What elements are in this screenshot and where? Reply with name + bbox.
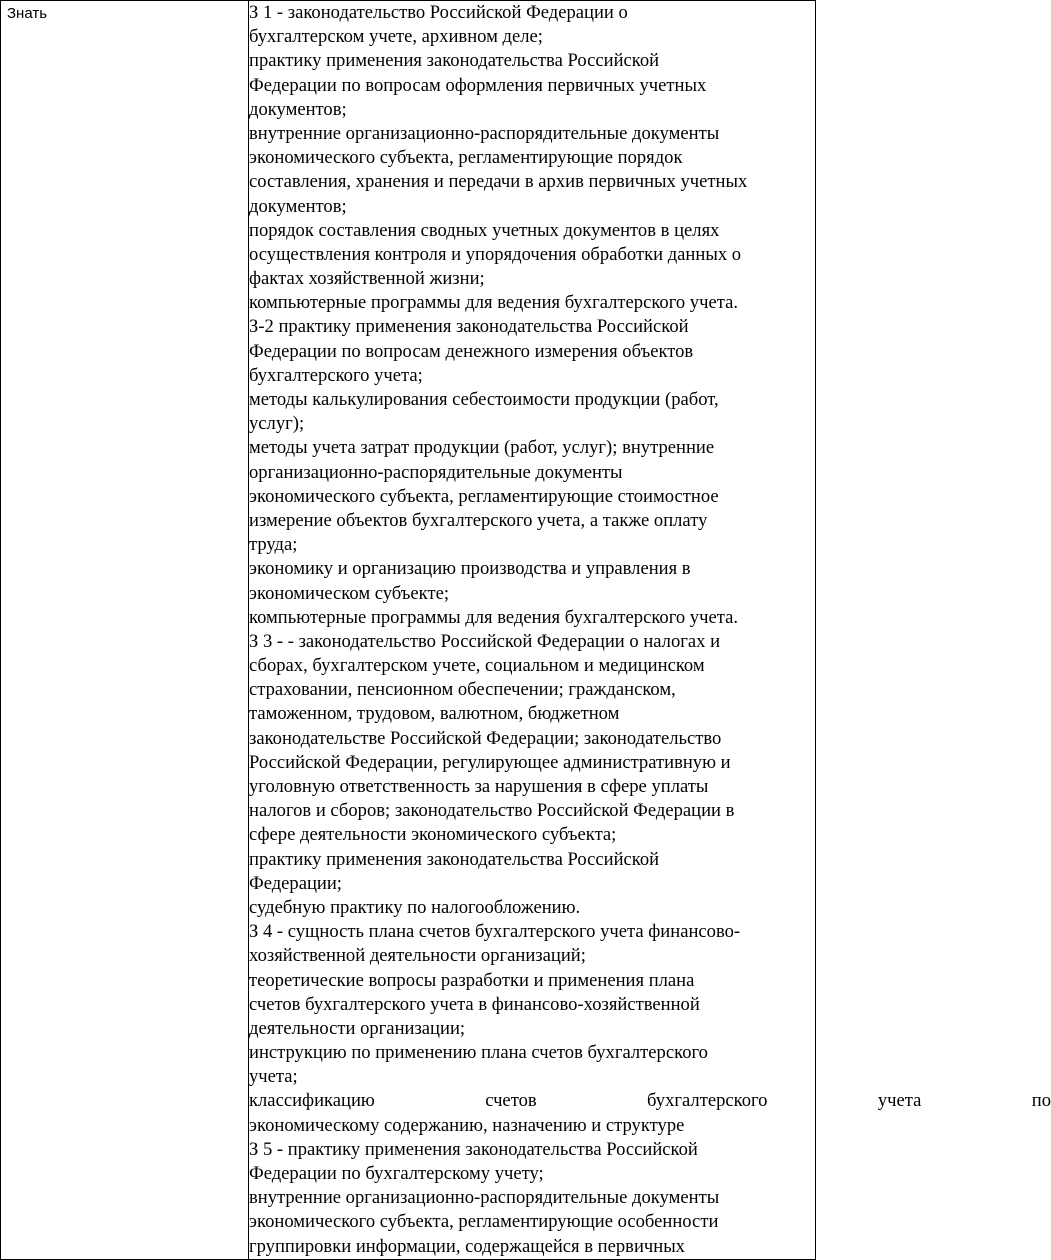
- content-line: составления, хранения и передачи в архив первичных учетных: [249, 171, 748, 193]
- row-label: Знать: [7, 5, 48, 22]
- content-line: труда;: [249, 534, 298, 556]
- content-text: [249, 1, 1051, 1259]
- content-line: методы калькулирования себестоимости продукции (работ,: [249, 389, 719, 410]
- content-line: компьютерные программы для ведения бухгалтерского учета.: [249, 292, 738, 314]
- content-line: Федерации;: [249, 872, 342, 894]
- content-word: по: [1031, 1090, 1051, 1112]
- table-row: [1, 1, 816, 1260]
- content-word: счетов: [485, 1090, 537, 1112]
- content-line: осуществления контроля и упорядочения обработки данных о: [249, 243, 742, 265]
- content-line: страховании, пенсионном обеспечении; гражданском,: [249, 679, 676, 701]
- content-line: [249, 1089, 1051, 1113]
- content-line: экономику и организацию производства и управления в: [249, 558, 691, 580]
- content-line: сфере деятельности экономического субъекта;: [249, 824, 617, 846]
- content-line: экономического субъекта, регламентирующие особенности: [249, 1211, 719, 1233]
- content-line: налогов и сборов; законодательство Российской Федерации в: [249, 800, 735, 822]
- content-line: З 5 - практику применения законодательства Российской: [249, 1138, 698, 1160]
- content-line: сборах, бухгалтерском учете, социальном и медицинском: [249, 655, 705, 677]
- content-line: З-2 практику применения законодательства Российской: [249, 316, 689, 338]
- content-line: Федерации по вопросам оформления первичных учетных: [249, 74, 707, 96]
- content-line: судебную практику по налогообложению.: [249, 896, 581, 918]
- content-line: экономическом субъекте;: [249, 582, 449, 604]
- content-line: З 1 - законодательство Российской Федерации о: [249, 2, 628, 23]
- content-line: таможенном, трудовом, валютном, бюджетном: [249, 703, 620, 725]
- content-line: фактах хозяйственной жизни;: [249, 268, 485, 290]
- content-line: измерение объектов бухгалтерского учета, а также оплату: [249, 509, 708, 531]
- content-line: внутренние организационно-распорядительные документы: [249, 1187, 720, 1209]
- content-line: бухгалтерском учете, архивном деле;: [249, 26, 543, 48]
- content-line: документов;: [249, 98, 347, 120]
- content-line: экономического субъекта, регламентирующие порядок: [249, 147, 683, 169]
- content-line: Федерации по бухгалтерскому учету;: [249, 1163, 544, 1184]
- content-line: З 3 - - законодательство Российской Федерации о налогах и: [249, 630, 721, 652]
- content-line: экономического субъекта, регламентирующие стоимостное: [249, 485, 719, 507]
- content-line: деятельности организации;: [249, 1017, 466, 1039]
- content-word: учета: [877, 1090, 922, 1112]
- content-word: бухгалтерского: [647, 1090, 768, 1112]
- label-cell: [1, 1, 249, 1260]
- content-line: организационно-распорядительные документы: [249, 461, 623, 483]
- content-line: учета;: [249, 1066, 298, 1088]
- content-line: теоретические вопросы разработки и применения плана: [249, 969, 695, 991]
- content-line: счетов бухгалтерского учета в финансово-хозяйственной: [249, 993, 700, 1015]
- content-line: практику применения законодательства Российской: [249, 848, 660, 870]
- content-line: законодательстве Российской Федерации; законодательство: [249, 727, 722, 749]
- content-line: компьютерные программы для ведения бухгалтерского учета.: [249, 606, 738, 628]
- content-cell: [249, 1, 1051, 1260]
- content-line: группировки информации, содержащейся в первичных: [249, 1235, 685, 1257]
- content-line: З 4 - сущность плана счетов бухгалтерского учета финансово-: [249, 921, 741, 943]
- content-line: документов;: [249, 195, 347, 217]
- content-line: методы учета затрат продукции (работ, услуг); внутренние: [249, 437, 715, 459]
- content-line: порядок составления сводных учетных документов в целях: [249, 219, 720, 241]
- content-word: классификацию: [249, 1090, 375, 1112]
- content-line: экономическому содержанию, назначению и структуре: [249, 1114, 685, 1136]
- content-line: Российской Федерации, регулирующее административную и: [249, 751, 731, 773]
- content-line: услуг);: [249, 413, 305, 435]
- content-line: бухгалтерского учета;: [249, 364, 423, 386]
- content-line: практику применения законодательства Российской: [249, 50, 660, 72]
- content-line: внутренние организационно-распорядительные документы: [249, 122, 720, 144]
- content-line: инструкцию по применению плана счетов бухгалтерского: [249, 1042, 708, 1064]
- content-line: Федерации по вопросам денежного измерения объектов: [249, 340, 694, 362]
- content-line: уголовную ответственность за нарушения в сфере уплаты: [249, 776, 709, 797]
- content-line: хозяйственной деятельности организаций;: [249, 945, 586, 967]
